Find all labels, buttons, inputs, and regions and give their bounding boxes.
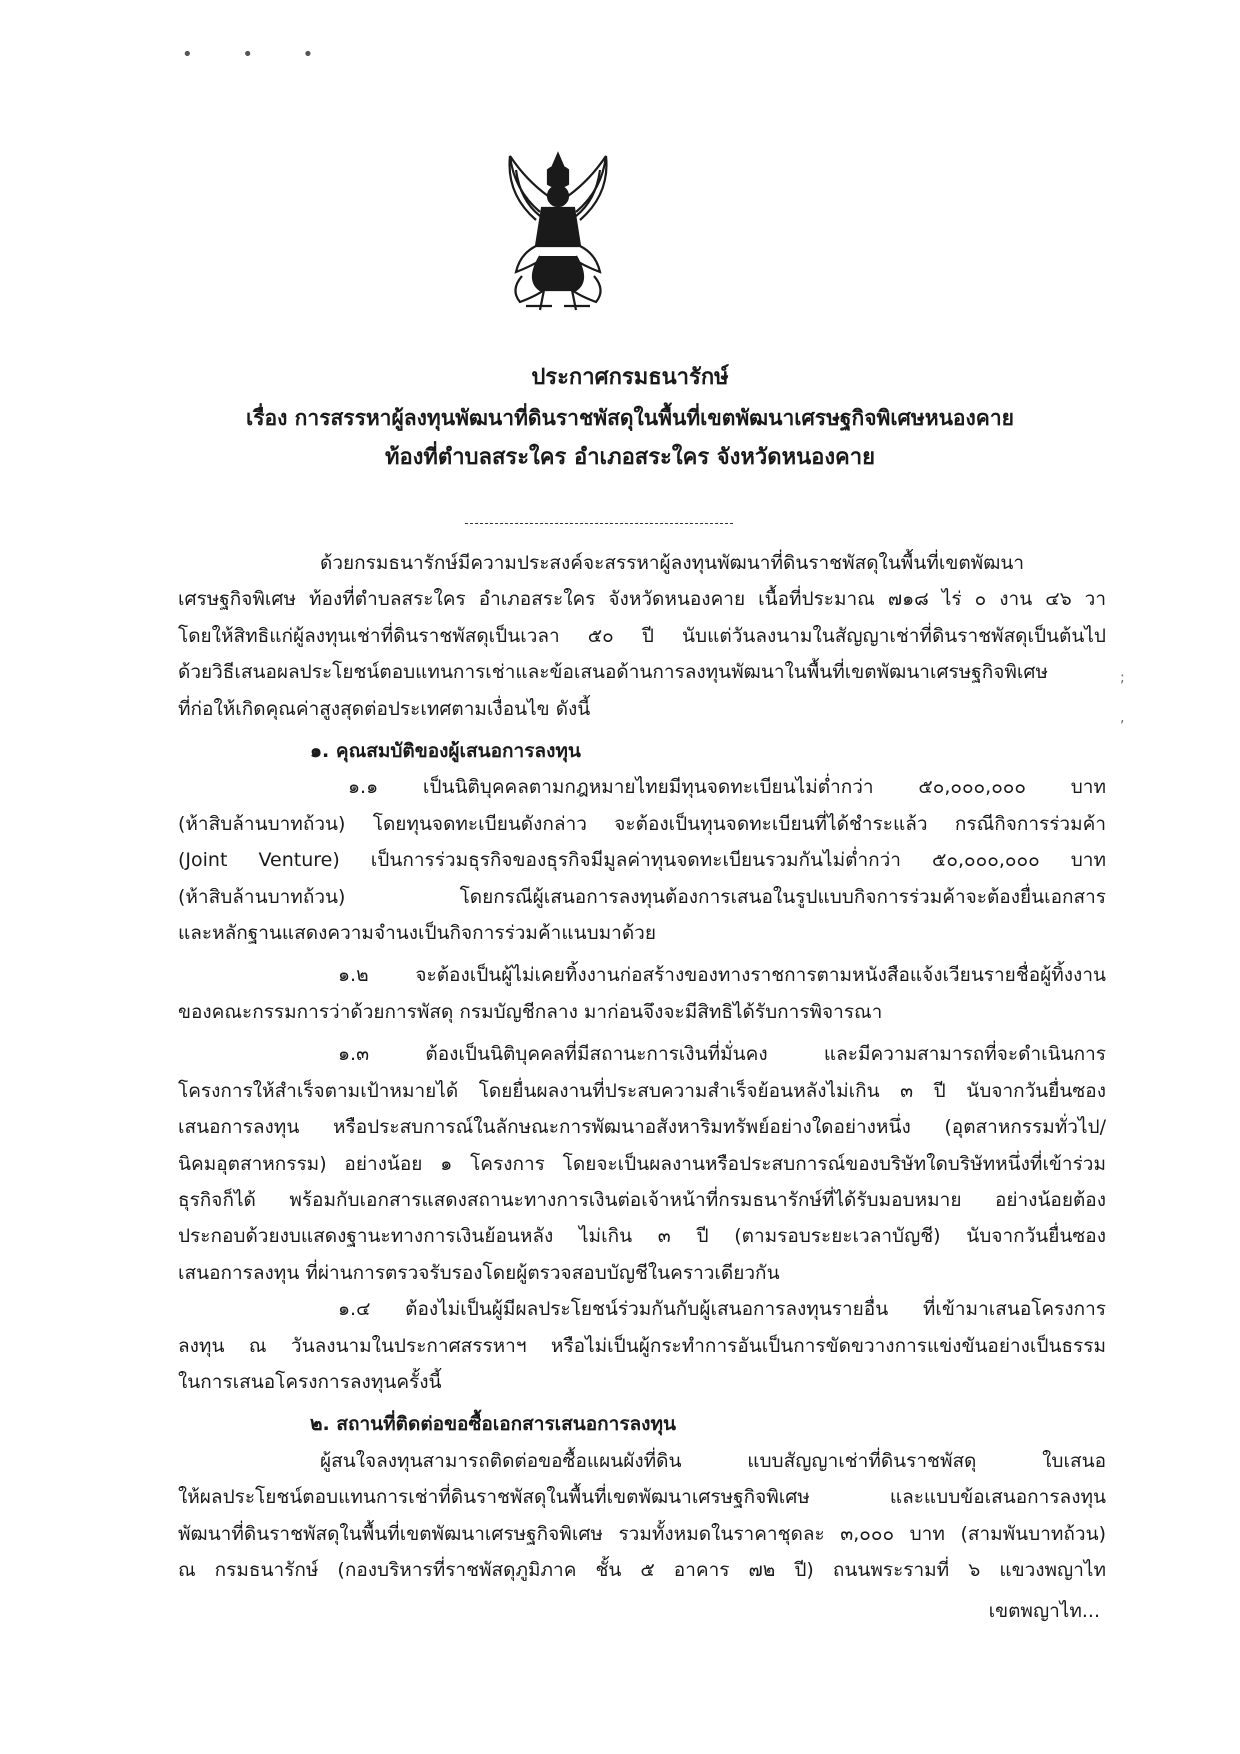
- intro-line: ด้วยวิธีเสนอผลประโยชน์ตอบแทนการเช่าและข้อเสนอด้านการลงทุนพัฒนาในพื้นที่เขตพัฒนาเศรษฐกิจพิเศษ: [178, 661, 1048, 684]
- clause-1-3-line: ๑.๓ ต้องเป็นนิติบุคคลที่มีสถานะการเงินที่มั่นคง และมีความสามารถที่จะดำเนินการ: [338, 1043, 1106, 1066]
- clause-1-1-line: (ห้าสิบล้านบาทถ้วน) โดยทุนจดทะเบียนดังกล่าว จะต้องเป็นทุนจดทะเบียนที่ได้ชำระแล้ว กรณีกิจการร่วมค้า: [178, 812, 1106, 835]
- clause-1-3-line: ประกอบด้วยงบแสดงฐานะทางการเงินย้อนหลัง ไม่เกิน ๓ ปี (ตามรอบระยะเวลาบัญชี) นับจากวันยื่นซอง: [178, 1225, 1106, 1248]
- section-1-heading: ๑. คุณสมบัติของผู้เสนอการลงทุน: [310, 740, 581, 763]
- scan-artifact-dots: • • •: [182, 44, 336, 65]
- clause-1-1-line: (ห้าสิบล้านบาทถ้วน) โดยกรณีผู้เสนอการลงทุนต้องการเสนอในรูปแบบกิจการร่วมค้าจะต้องยื่นเอกสาร: [178, 885, 1106, 908]
- clause-1-3-line: โครงการให้สำเร็จตามเป้าหมายได้ โดยยื่นผลงานที่ประสบความสำเร็จย้อนหลังไม่เกิน ๓ ปี นับจากวันยื่นซอง: [178, 1079, 1106, 1102]
- announcement-location: ท้องที่ตำบลสระใคร อำเภอสระใคร จังหวัดหนองคาย: [384, 445, 876, 470]
- intro-line: เศรษฐกิจพิเศษ ท้องที่ตำบลสระใคร อำเภอสระใคร จังหวัดหนองคาย เนื้อที่ประมาณ ๗๑๘ ไร่ ๐ งาน ๔๖ วา: [178, 588, 1106, 611]
- clause-1-3-line: เสนอการลงทุน ที่ผ่านการตรวจรับรองโดยผู้ตรวจสอบบัญชีในคราวเดียวกัน: [178, 1261, 780, 1284]
- intro-line: ด้วยกรมธนารักษ์มีความประสงค์จะสรรหาผู้ลงทุนพัฒนาที่ดินราชพัสดุในพื้นที่เขตพัฒนา: [320, 552, 1025, 574]
- clause-1-3-line: ธุรกิจก็ได้ พร้อมกับเอกสารแสดงสถานะทางการเงินต่อเจ้าหน้าที่กรมธนารักษ์ที่ได้รับมอบหมาย อย่างน้อยต้อง: [178, 1188, 1106, 1211]
- clause-1-3-line: นิคมอุตสาหกรรม) อย่างน้อย ๑ โครงการ โดยจะเป็นผลงานหรือประสบการณ์ของบริษัทใดบริษัทหนึ่งที่เข้าร่วม: [178, 1152, 1106, 1175]
- section-2-line: พัฒนาที่ดินราชพัสดุในพื้นที่เขตพัฒนาเศรษฐกิจพิเศษ รวมทั้งหมดในราคาชุดละ ๓,๐๐๐ บาท (สามพันบาทถ้วน): [178, 1522, 1106, 1545]
- scan-margin-mark: ,: [1120, 710, 1125, 726]
- section-2-heading: ๒. สถานที่ติดต่อขอซื้อเอกสารเสนอการลงทุน: [310, 1413, 676, 1436]
- intro-line: ที่ก่อให้เกิดคุณค่าสูงสุดต่อประเทศตามเงื่อนไข ดังนี้: [178, 697, 591, 720]
- clause-1-2-line: ของคณะกรรมการว่าด้วยการพัสดุ กรมบัญชีกลาง มาก่อนจึงจะมีสิทธิได้รับการพิจารณา: [178, 1000, 883, 1023]
- header-divider: [465, 523, 733, 524]
- clause-1-4-line: ในการเสนอโครงการลงทุนครั้งนี้: [178, 1370, 442, 1393]
- announcement-title: ประกาศกรมธนารักษ์: [531, 365, 729, 390]
- clause-1-1-line: และหลักฐานแสดงความจำนงเป็นกิจการร่วมค้าแนบมาด้วย: [178, 922, 656, 945]
- clause-1-3-line: เสนอการลงทุน หรือประสบการณ์ในลักษณะการพัฒนาอสังหาริมทรัพย์อย่างใดอย่างหนึ่ง (อุตสาหกรรมทั่วไป/: [178, 1116, 1106, 1139]
- clause-1-1-line: ๑.๑ เป็นนิติบุคคลตามกฎหมายไทยมีทุนจดทะเบียนไม่ต่ำกว่า ๕๐,๐๐๐,๐๐๐ บาท: [348, 776, 1106, 799]
- continued-marker: เขตพญาไท...: [988, 1600, 1100, 1622]
- clause-1-2-line: ๑.๒ จะต้องเป็นผู้ไม่เคยทิ้งงานก่อสร้างของทางราชการตามหนังสือแจ้งเวียนรายชื่อผู้ทิ้งงาน: [338, 964, 1106, 987]
- announcement-subject: เรื่อง การสรรหาผู้ลงทุนพัฒนาที่ดินราชพัสดุในพื้นที่เขตพัฒนาเศรษฐกิจพิเศษหนองคาย: [246, 406, 1014, 430]
- section-2-line: ผู้สนใจลงทุนสามารถติดต่อขอซื้อแผนผังที่ดิน แบบสัญญาเช่าที่ดินราชพัสดุ ใบเสนอ: [320, 1449, 1106, 1472]
- document-body: [178, 545, 1106, 1588]
- garuda-emblem-icon: [496, 150, 620, 316]
- section-2-line: ให้ผลประโยชน์ตอบแทนการเช่าที่ดินราชพัสดุในพื้นที่เขตพัฒนาเศรษฐกิจพิเศษ และแบบข้อเสนอการลงทุน: [178, 1486, 1106, 1509]
- intro-line: โดยให้สิทธิแก่ผู้ลงทุนเช่าที่ดินราชพัสดุเป็นเวลา ๕๐ ปี นับแต่วันลงนามในสัญญาเช่าที่ดินราชพัสดุเป็นต้นไป: [178, 624, 1106, 647]
- clause-1-4-line: ลงทุน ณ วันลงนามในประกาศสรรหาฯ หรือไม่เป็นผู้กระทำการอันเป็นการขัดขวางการแข่งขันอย่างเป็นธรรม: [178, 1334, 1106, 1357]
- clause-1-1-line: (Joint Venture) เป็นการร่วมธุรกิจของธุรกิจมีมูลค่าทุนจดทะเบียนรวมกันไม่ต่ำกว่า ๕๐,๐๐๐,๐๐๐ บาท: [178, 849, 1106, 872]
- document-header: [150, 358, 1110, 478]
- scan-margin-mark: ;: [1120, 670, 1125, 686]
- clause-1-4-line: ๑.๔ ต้องไม่เป็นผู้มีผลประโยชน์ร่วมกันกับผู้เสนอการลงทุนรายอื่น ที่เข้ามาเสนอโครงการ: [338, 1298, 1106, 1321]
- section-2-line: ณ กรมธนารักษ์ (กองบริหารที่ราชพัสดุภูมิภาค ชั้น ๕ อาคาร ๗๒ ปี) ถนนพระรามที่ ๖ แขวงพญาไท: [178, 1558, 1106, 1581]
